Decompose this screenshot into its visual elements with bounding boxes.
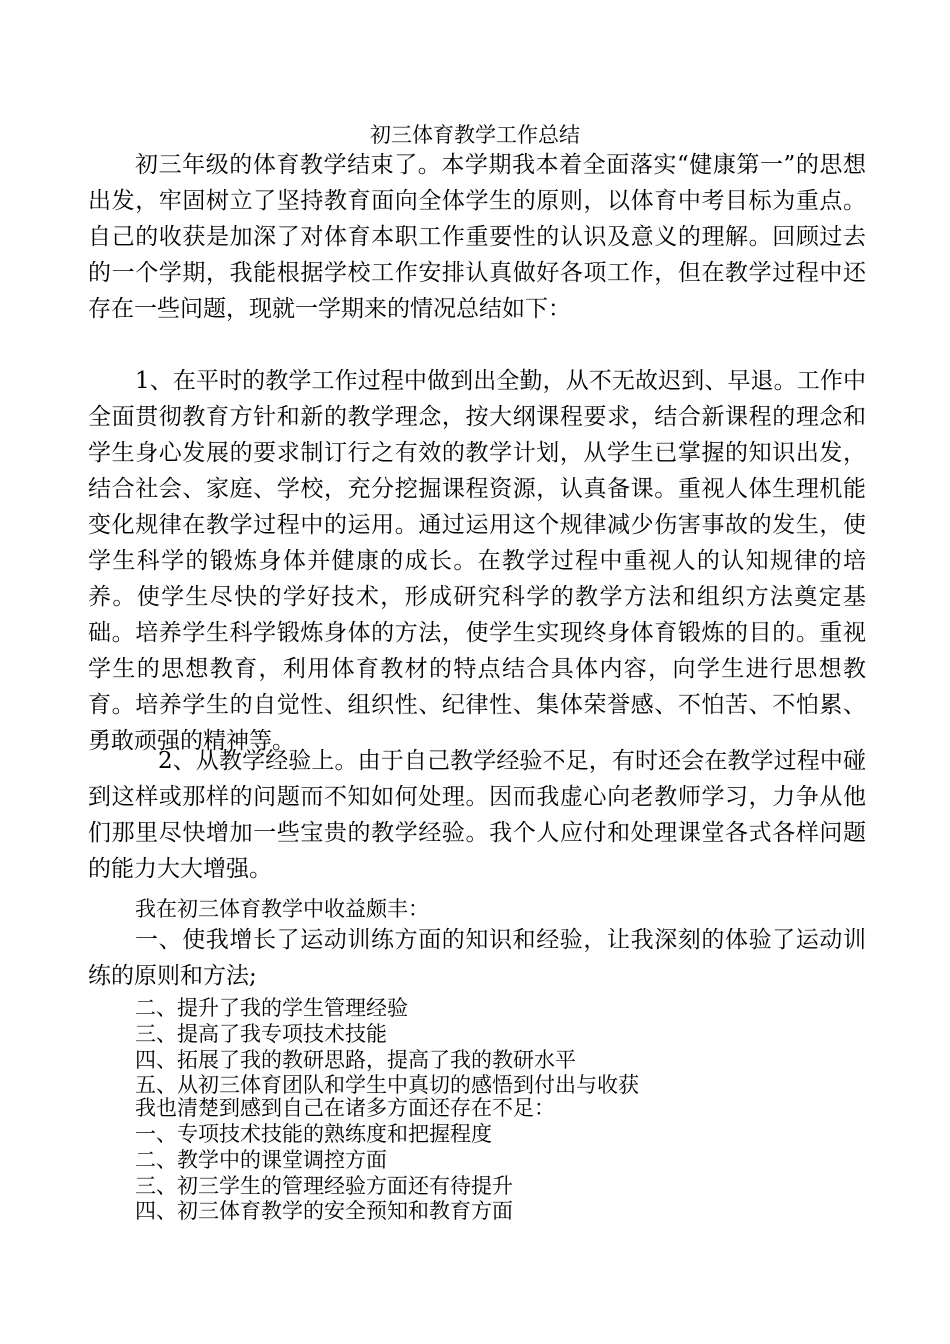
intro-paragraph: 初三年级的体育教学结束了。本学期我本着全面落实“健康第一”的思想出发，牢固树立了坚持教育面向全体学生的原则，以体育中考目标为重点。自己的收获是加深了对体育本职工作重要性的认识及意义的理解。回顾过去的一个学期，我能根据学校工作安排认真做好各项工作，但在教学过程中还存在一些问题，现就一学期来的情况总结如下：: [88, 152, 866, 322]
gain-item: 五、从初三体育团队和学生中真切的感悟到付出与收获: [135, 1073, 639, 1098]
gain-item: 四、拓展了我的教研思路，提高了我的教研水平: [135, 1047, 576, 1072]
gain-item: 一、使我增长了运动训练方面的知识和经验，让我深刻的体验了运动训练的原则和方法;: [88, 927, 866, 989]
shortcomings-list: [135, 1122, 865, 1225]
gains-list: [135, 996, 865, 1099]
point-1-paragraph: 1、在平时的教学工作过程中做到出全勤，从不无故迟到、早退。工作中全面贯彻教育方针和新的教学理念，按大纲课程要求，结合新课程的理念和学生身心发展的要求制订行之有效的教学计划，从学生已掌握的知识出发，结合社会、家庭、学校，充分挖掘课程资源，认真备课。重视人体生理机能变化规律在教学过程中的运用。通过运用这个规律减少伤害事故的发生，使学生科学的锻炼身体并健康的成长。在教学过程中重视人的认知规律的培养。使学生尽快的学好技术，形成研究科学的教学方法和组织方法奠定基础。培养学生科学锻炼身体的方法，使学生实现终身体育锻炼的目的。重视学生的思想教育，利用体育教材的特点结合具体内容，向学生进行思想教育。培养学生的自觉性、组织性、纪律性、集体荣誉感、不怕苦、不怕累、勇敢顽强的精神等。: [88, 368, 866, 754]
gain-item: 三、提高了我专项技术技能: [135, 1021, 387, 1046]
gain-item: 二、提升了我的学生管理经验: [135, 996, 408, 1020]
gains-heading: 我在初三体育教学中收益颇丰：: [135, 897, 429, 921]
shortcoming-item: 四、初三体育教学的安全预知和教育方面: [135, 1199, 513, 1224]
shortcoming-item: 二、教学中的课堂调控方面: [135, 1147, 387, 1172]
shortcoming-item: 三、初三学生的管理经验方面还有待提升: [135, 1173, 513, 1198]
shortcomings-heading: 我也清楚到感到自己在诸多方面还存在不足：: [135, 1096, 555, 1120]
document-title: 初三体育教学工作总结: [370, 123, 580, 147]
shortcoming-item: 一、专项技术技能的熟练度和把握程度: [135, 1122, 492, 1146]
point-2-paragraph: 2、从教学经验上。由于自己教学经验不足，有时还会在教学过程中碰到这样或那样的问题而不知如何处理。因而我虚心向老教师学习，力争从他们那里尽快增加一些宝贵的教学经验。我个人应付和处理课堂各式各样问题的能力大大增强。: [88, 748, 866, 882]
gains-heading-list: [135, 897, 865, 923]
